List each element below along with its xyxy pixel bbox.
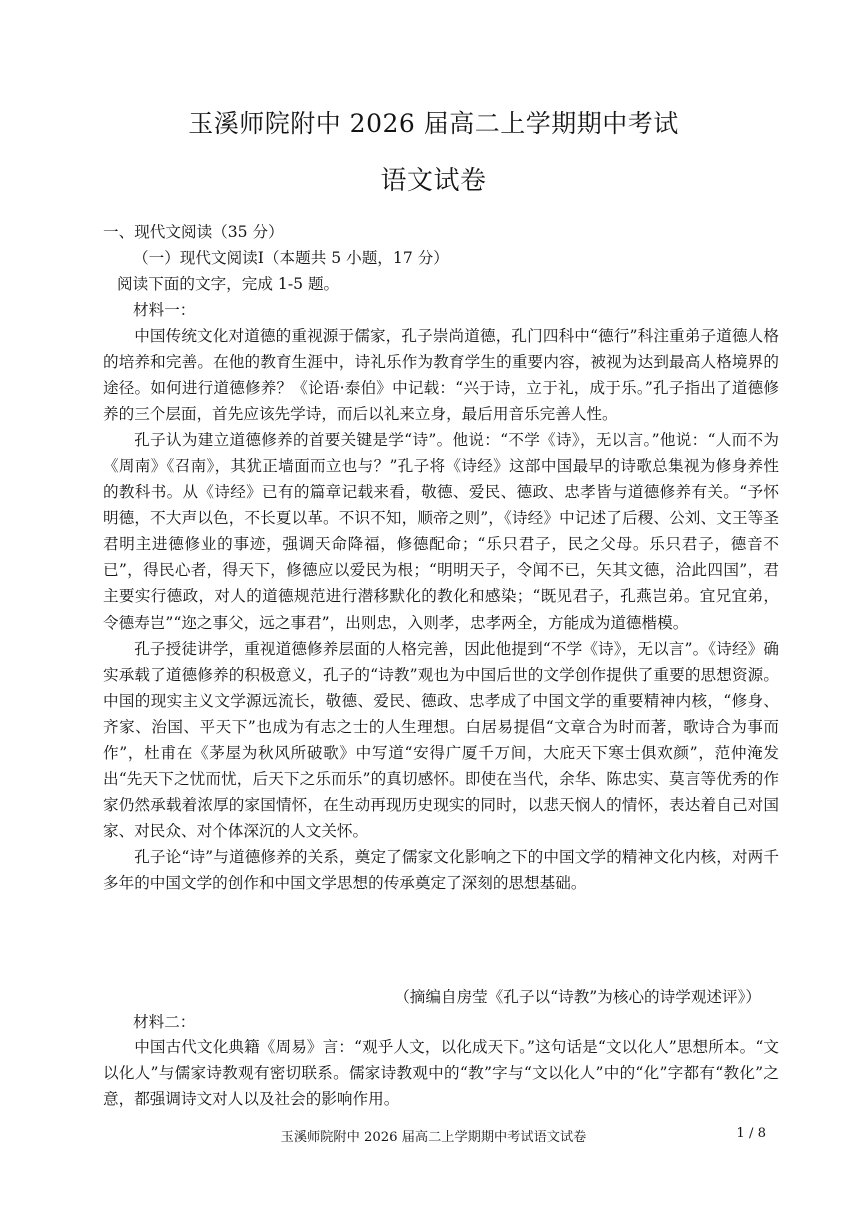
exam-subtitle: 语文试卷 <box>380 166 487 196</box>
exam-title: 玉溪师院附中 2026 届高二上学期期中考试 <box>188 109 679 138</box>
material1-paragraph: 孔子认为建立道德修养的首要关键是学“诗”。他说：“不学《诗》，无以言。”他说：“人而不为《周南》《召南》，其犹正墙面而立也与？”孔子将《诗经》这部中国最早的诗歌总集视为修身养性的教科书。从《诗经》已有的篇章记载来看，敬德、爱民、德政、忠孝皆与道德修养有关。“予怀明德，不大声以色，不长夏以革。不识不知，顺帝之则”，《诗经》中记述了后稷、公刘、文王等圣君明主进德修业的事迹，强调天命降福，修德配命；“乐只君子，民之父母。乐只君子，德音不已”，得民心者，得天下，修德应以爱民为根；“明明天子，令闻不已，矢其文德，洽此四国”，君主要实行德政，对人的道德规范进行潜移默化的教化和感染；“既见君子，孔燕岂弟。宜兄宜弟，令德寿岂”“迩之事父，远之事君”，出则忠，入则孝，忠孝两全，方能成为道德楷模。 <box>103 431 779 632</box>
reading-instruction: 阅读下面的文字，完成 1-5 题。 <box>117 275 340 293</box>
material1-paragraph: 中国传统文化对道德的重视源于儒家，孔子崇尚道德，孔门四科中“德行”科注重弟子道德人格的培养和完善。在他的教育生涯中，诗礼乐作为教育学生的重要内容，被视为达到最高人格境界的途径。如何进行道德修养？《论语·泰伯》中记载：“兴于诗，立于礼，成于乐。”孔子指出了道德修养的三个层面，首先应该先学诗，而后以礼来立身，最后用音乐完善人性。 <box>103 327 779 424</box>
material1-paragraph: 孔子授徒讲学，重视道德修养层面的人格完善，因此他提到“不学《诗》，无以言”。《诗经》确实承载了道德修养的积极意义，孔子的“诗教”观也为中国后世的文学创作提供了重要的思想资源。中国的现实主义文学源远流长，敬德、爱民、德政、忠孝成了中国文学的重要精神内核，“修身、齐家、治国、平天下”也成为有志之士的人生理想。白居易提倡“文章合为时而著，歌诗合为事而作”，杜甫在《茅屋为秋风所破歌》中写道“安得广厦千万间，大庇天下寒士俱欢颜”，范仲淹发出“先天下之忧而忧，后天下之乐而乐”的真切感怀。即使在当代，余华、陈忠实、莫言等优秀的作家仍然承载着浓厚的家国情怀，在生动再现历史现实的同时，以悲天悯人的情怀，表达着自己对国家、对民众、对个体深沉的人文关怀。 <box>103 639 779 840</box>
material1-paragraph: 孔子论“诗”与道德修养的关系，奠定了儒家文化影响之下的中国文学的精神文化内核，对两千多年的中国文学的创作和中国文学思想的传承奠定了深刻的思想基础。 <box>103 847 779 892</box>
page-footer: 玉溪师院附中 2026 届高二上学期期中考试语文试卷 <box>280 1130 587 1145</box>
material2-paragraph: 中国古代文化典籍《周易》言：“观乎人文，以化成天下。”这句话是“文以化人”思想所本。“文以化人”与儒家诗教观有密切联系。儒家诗教观中的“教”字与“文以化人”中的“化”字都有“教化”之意，都强调诗文对人以及社会的影响作用。 <box>103 1038 779 1109</box>
section-subheading: （一）现代文阅读Ⅰ（本题共 5 小题，17 分） <box>133 249 449 267</box>
material1-source: （摘编自房莹《孔子以“诗教”为核心的诗学观述评》） <box>394 988 761 1006</box>
material1-body <box>103 323 779 896</box>
page-number: 1 / 8 <box>736 1126 766 1141</box>
material2-label: 材料二： <box>133 1013 196 1031</box>
section-heading: 一、现代文阅读（35 分） <box>103 223 284 241</box>
material1-label: 材料一： <box>133 301 196 319</box>
material2-body <box>103 1034 779 1112</box>
